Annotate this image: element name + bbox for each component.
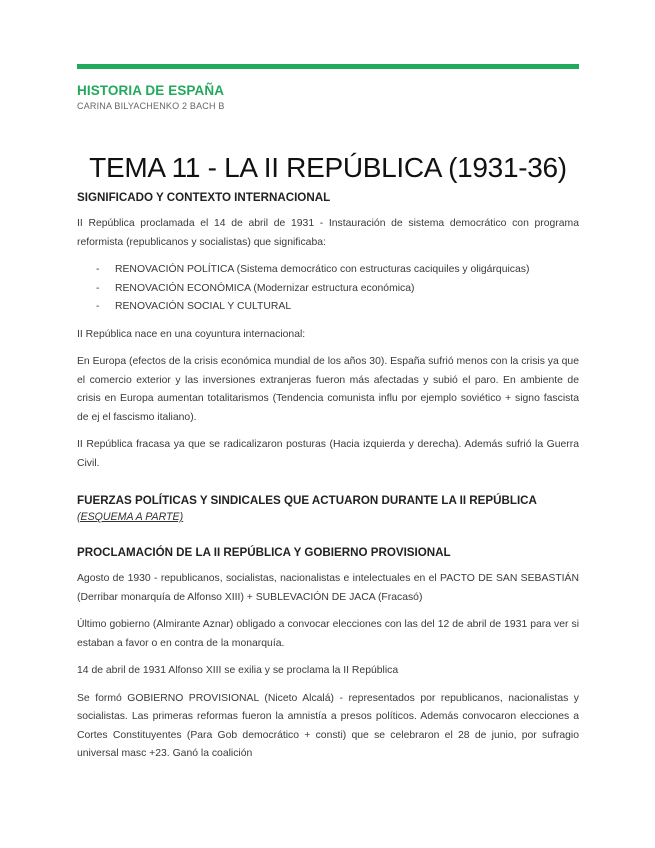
paragraph: Último gobierno (Almirante Aznar) obligado a convocar elecciones con las del 12 de abril de 1931 para ver si estaban a favor o en contra de la monarquía. (77, 619, 579, 649)
header-rule (77, 64, 579, 69)
section-heading-significado: SIGNIFICADO Y CONTEXTO INTERNACIONAL (77, 191, 331, 204)
list-item: - RENOVACIÓN ECONÓMICA (Modernizar estructura económica) (96, 282, 415, 294)
paragraph: Se formó GOBIERNO PROVISIONAL (Niceto Alcalá) - representados por republicanos, nacionalistas y socialistas. Las primeras reformas fueron la amnistía a presos políticos. Además convocaron elecciones a Cortes Constituyentes (Para Gob democrático + consti) que se celebraron el 28 de junio, por sufragio universal masc +23. Ganó la coalición (77, 692, 579, 759)
paragraph: II República proclamada el 14 de abril de 1931 - Instauración de sistema democrático con programa reformista (republicanos y socialistas) que significaba: (77, 218, 579, 248)
section-heading-text: FUERZAS POLÍTICAS Y SINDICALES QUE ACTUARON DURANTE LA II REPÚBLICA (77, 494, 537, 507)
author-line: CARINA BILYACHENKO 2 BACH B (77, 101, 225, 111)
list-item-text: RENOVACIÓN SOCIAL Y CULTURAL (115, 301, 292, 312)
paragraph: II República nace en una coyuntura internacional: (77, 328, 306, 340)
document-title: TEMA 11 - LA II REPÚBLICA (1931-36) (89, 151, 567, 183)
list-item-text: RENOVACIÓN POLÍTICA (Sistema democrático con estructuras caciquiles y oligárquicas) (115, 264, 530, 275)
paragraph: II República fracasa ya que se radicalizaron posturas (Hacia izquierda y derecha). Además sufrió la Guerra Civil. (77, 439, 579, 469)
section-heading-proclamacion: PROCLAMACIÓN DE LA II REPÚBLICA Y GOBIERNO PROVISIONAL (77, 546, 451, 559)
section-subheading-link[interactable]: (ESQUEMA A PARTE) (77, 511, 184, 523)
section-heading-fuerzas (77, 493, 579, 525)
document-body (77, 190, 579, 773)
paragraph: En Europa (efectos de la crisis económica mundial de los años 30). España sufrió menos con la crisis ya que el comercio exterior y las inversiones extranjeras fueron más afectadas y subió el paro. En ambiente de crisis en Europa aumentan totalitarismos (Tendencia comunista influ por ejemplo soviético + signo fascista de ej el fascismo italiano). (77, 356, 579, 423)
paragraph: 14 de abril de 1931 Alfonso XIII se exilia y se proclama la II República (77, 665, 399, 676)
bullet-list (77, 261, 579, 317)
list-item: - RENOVACIÓN SOCIAL Y CULTURAL (96, 301, 292, 312)
paragraph: Agosto de 1930 - republicanos, socialistas, nacionalistas e intelectuales en el PACTO DE SAN SEBASTIÁN (Derribar monarquía de Alfonso XIII) + SUBLEVACIÓN DE JACA (Fracasó) (77, 573, 579, 603)
list-item: - RENOVACIÓN POLÍTICA (Sistema democrático con estructuras caciquiles y oligárquicas) (96, 264, 530, 275)
course-title: HISTORIA DE ESPAÑA (77, 83, 225, 98)
list-item-text: RENOVACIÓN ECONÓMICA (Modernizar estructura económica) (115, 282, 415, 294)
